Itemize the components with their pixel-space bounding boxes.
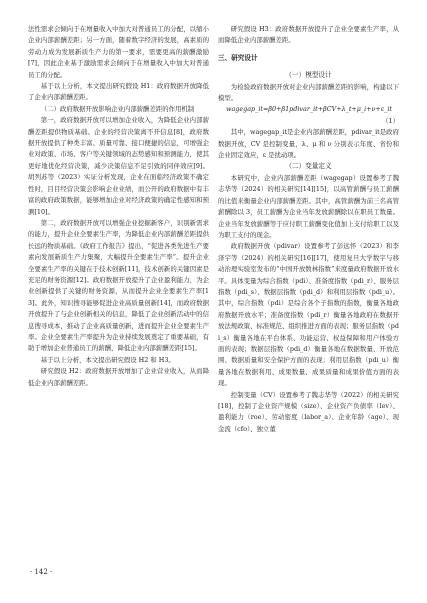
paragraph: 本研究中，企业内部薪酬差距（wagegap）设置参考了魏志华等（2024）的相关研究[14][15]，以高管薪酬与员工薪酬的比值来衡量企业内部薪酬差距。其中，高管薪酬为前三名高管薪酬除以 3，员工薪酬为企业当年发放薪酬除以在职员工数量。企业当年发放薪酬等于应付职工薪酬变化值加上支付给职工以及为职工支付的现金。: [218, 173, 399, 239]
subsection-heading: （一）模型设计: [285, 71, 332, 80]
page-number: · 142 ·: [30, 568, 53, 576]
paragraph: 政府数据开放（pdivar）设置参考了彭远怀（2023）和李泽宇等（2024）的相关研究[16][17]，使用复旦大学数字与移动治理实验室发布的“中国开放数林指数”来度量政府数据开放水平。具体变量为综合指数（pdi）、准备度指数（pdi_r）、服务层指数（pdi_s）、数据层指数（pdi_d）和利用层指数（pdi_u）。其中，综合指数（pdi）是综合各个子指数的指数，衡量各地政府数据开放水平；准备度指数（pdi_r）衡量各地政府在数据开放法规政策、标准规范、组织推进方面的表现；服务层指数（pdi_s）衡量各地在平台体系、功能运营、权益保障和用户体验方面的表现；数据层指数（pdi_d）衡量各地在数据数量、开放范围、数据质量和安全保护方面的表现；利用层指数（pdi_u）衡量各地在数据利用、成果数量、成果质量和成果价值方面的表现。: [218, 242, 399, 388]
right-column: [218, 24, 399, 435]
paragraph: 第一，政府数据开放可以增加企业收入，为降低企业内部薪酬差距提供物质基础。企业的经营决策离不开信息[8]，政府数据开放提供了种类丰富、质量可靠、接口便捷的信息，可增强企业对政策、市场、客户等关键领域的态势感知和预测能力，使其更好地优化经营决策，减少决策信息不足引致的同伴效应[9]。胡列苏等（2023）实证分析发现，企业在面临经济政策不确定性时，目目经营决策会影响企业业绩，而公开的政府数据中有丰富的政府政策数据，能够增加企业对经济政策的确定性感知和预测[10]。: [28, 116, 209, 216]
equation-number: （1）: [382, 116, 399, 125]
section-heading: 三、研究设计: [218, 53, 258, 62]
paragraph: 法性需求会倾向于在增量收入中加大对普通员工的分配，以缩小企业内部薪酬差距；另一方面，随着数字经济的发展，高素质的劳动力成为发展新质生产力的第一要求，需要更高的薪酬激励[7]，因此企业基于激励需求会倾向于在增量收入中加大对普通员工的分配。: [28, 25, 209, 79]
equation: wagegap_it=β0+β1pdivar_it+βCV+λ_t+μ_i+ν+ε_it: [226, 105, 392, 114]
paragraph: 研究假设 H3：政府数据开放提升了企业全要素生产率，从而降低企业内部薪酬差距。: [218, 25, 399, 45]
paragraph: 控制变量（CV）设置参考了魏志华等（2022）的相关研究[18]，控制了企业资产规模（size）、企业资产负债率（lev）、盈利能力（roe）、劳动密度（labor_a）、企业年龄（age）、现金流（cfo）、独立董: [218, 390, 399, 433]
paragraph: 其中，wagegap_it是企业内部薪酬差距，pdivar_it是政府数据开放，CV 是控制变量，λ、μ 和 ν 分别表示年度、省份和企业固定效应，ε 是扰动项。: [218, 128, 399, 160]
paragraph: 基于以上分析，本文提出研究假设 H2 和 H3。: [40, 355, 175, 364]
subsection-heading: （二）变量定义: [285, 162, 332, 171]
paragraph: 第二，政府数据开放可以增强企业挖掘新客户，识别新需求的能力，提升企业全要素生产率，为降低企业内部薪酬差距提供长远的物质基础。《政府工作报告》提出，“促进各类先进生产要素向发展新质生产力集聚，大幅提升全要素生产率”。提升企业全要素生产率的关键在于技术创新[11]，技术创新的关键因素是充足的财务资源[12]。政府数据开放提升了企业盈利能力，为企业创新提供了关键的财务资源，从而提升企业全要素生产率[13]。此外，知识搜寻能够促进企业高质量创新[14]，而政府数据开放提升了与企业创新相关的信息，降低了企业创新活动中的信息搜寻成本，推动了企业高质量创新，进而提升企业全要素生产率。企业全要素生产率提升为企业持续发展奠定了重要基础，有助于增加企业普通员工的薪酬，降低企业内部薪酬差距[15]。: [28, 218, 209, 353]
paragraph: 为检验政府数据开放对企业内部薪酬差距的影响，构建以下模型。: [218, 82, 399, 103]
section-heading: （二）政府数据开放影响企业内部薪酬差距的作用机制: [40, 104, 195, 113]
paragraph: 研究假设 H2：政府数据开放增加了企业营业收入，从而降低企业内部薪酬差距。: [28, 367, 209, 387]
paragraph: 基于以上分析，本文提出研究假设 H1：政府数据开放降低了企业内部薪酬差距。: [28, 82, 209, 102]
left-column: [28, 24, 209, 389]
